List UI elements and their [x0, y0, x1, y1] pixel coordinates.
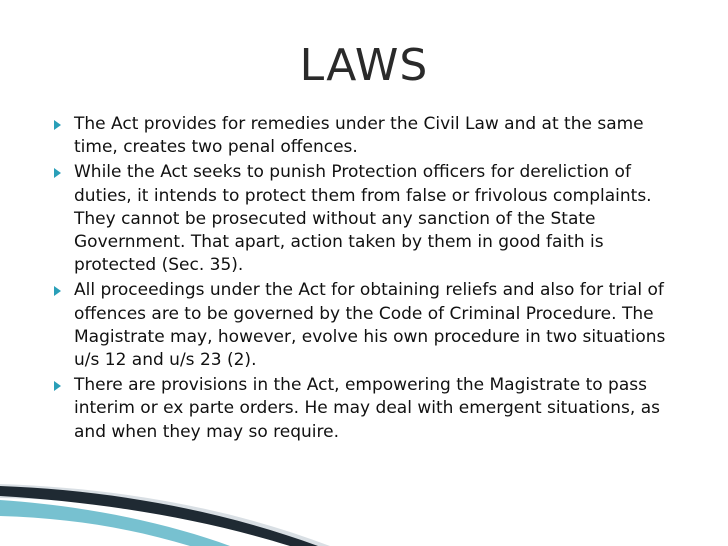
bullet-item [50, 374, 690, 444]
bullet-text: All proceedings under the Act for obtaining reliefs and also for trial of offences are to be governed by the Code of Criminal Procedure. The Magistrate may, however, evolve his own procedure in two situations u/s 12 and u/s 23 (2). [74, 280, 666, 371]
bullet-item [50, 279, 690, 372]
bullet-list [50, 113, 690, 446]
triangle-bullet-icon [54, 286, 61, 296]
triangle-bullet-icon [54, 381, 61, 391]
bullet-item [50, 113, 690, 159]
bullet-item [50, 161, 690, 277]
bullet-text: The Act provides for remedies under the Civil Law and at the same time, creates two penal offences. [74, 114, 644, 158]
decorative-swoosh [0, 466, 728, 546]
triangle-bullet-icon [54, 120, 61, 130]
triangle-bullet-icon [54, 168, 61, 178]
slide-title: LAWS [299, 40, 429, 91]
bullet-text: While the Act seeks to punish Protection officers for dereliction of duties, it intends to protect them from false or frivolous complaints. They cannot be prosecuted without any sanction of the State Government. That apart, action taken by them in good faith is protected (Sec. 35). [74, 162, 652, 276]
bullet-text: There are provisions in the Act, empowering the Magistrate to pass interim or ex parte orders. He may deal with emergent situations, as and when they may so require. [74, 375, 660, 442]
